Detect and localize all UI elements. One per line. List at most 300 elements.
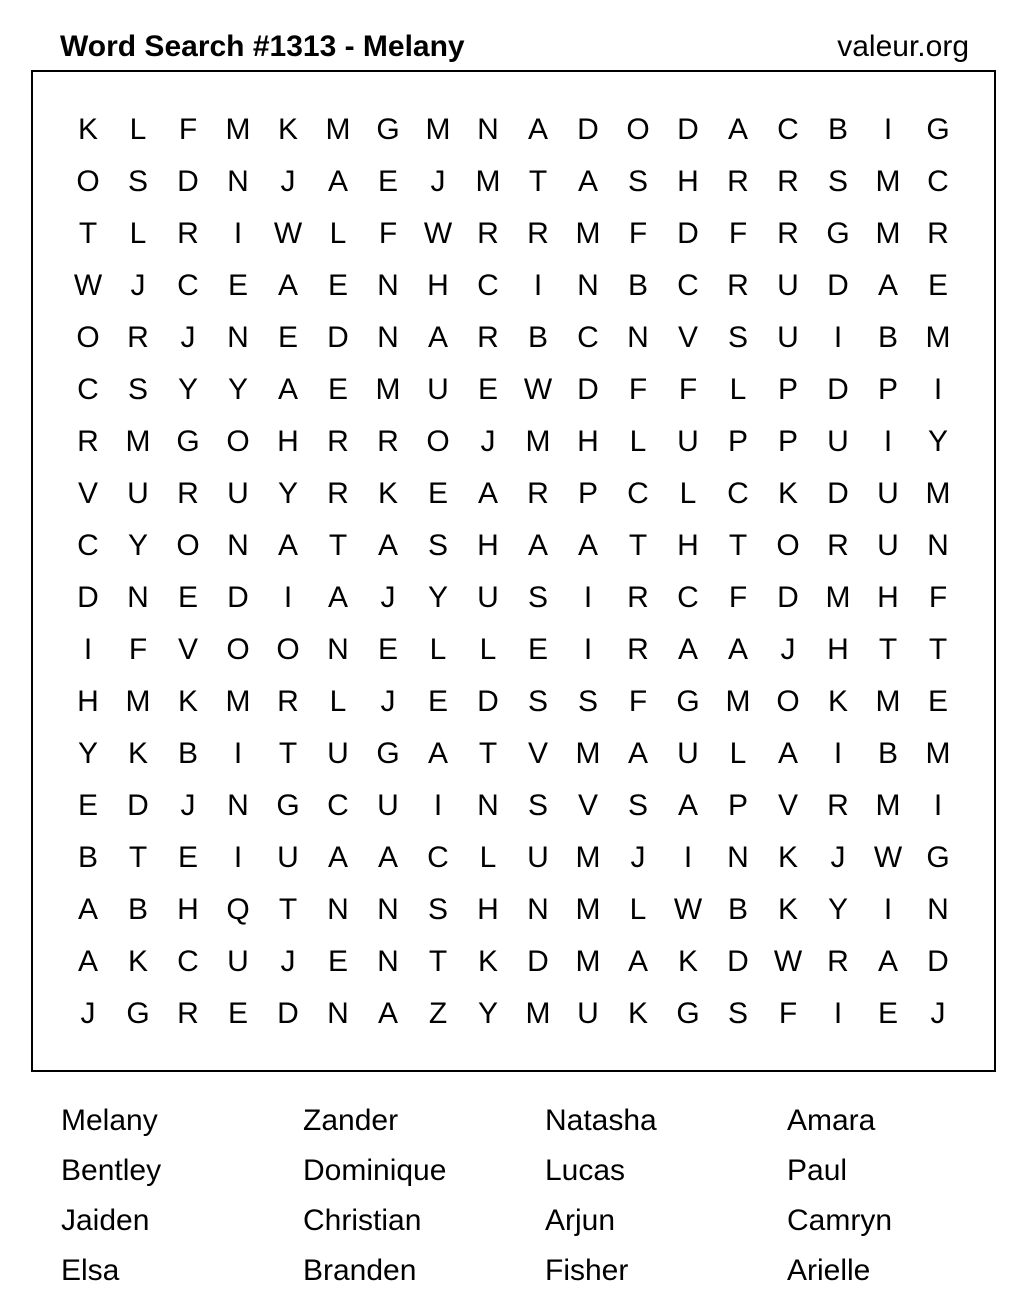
- grid-cell[interactable]: I: [233, 841, 243, 874]
- grid-cell[interactable]: E: [477, 373, 498, 406]
- grid-cell[interactable]: F: [378, 217, 398, 250]
- grid-cell[interactable]: G: [676, 685, 700, 718]
- grid-cell[interactable]: A: [727, 113, 748, 146]
- grid-cell[interactable]: G: [276, 789, 300, 822]
- grid-cell[interactable]: R: [627, 633, 649, 666]
- grid-cell[interactable]: I: [883, 113, 893, 146]
- grid-cell[interactable]: U: [427, 373, 449, 406]
- grid-cell[interactable]: U: [877, 529, 899, 562]
- grid-cell[interactable]: E: [277, 321, 298, 354]
- grid-cell[interactable]: I: [883, 893, 893, 926]
- grid-cell[interactable]: W: [673, 893, 703, 926]
- grid-cell[interactable]: R: [827, 945, 849, 978]
- grid-cell[interactable]: S: [527, 581, 548, 614]
- grid-cell[interactable]: H: [177, 893, 199, 926]
- grid-cell[interactable]: C: [677, 581, 699, 614]
- grid-cell[interactable]: U: [477, 581, 499, 614]
- grid-cell[interactable]: G: [376, 113, 400, 146]
- grid-cell[interactable]: B: [727, 893, 748, 926]
- grid-cell[interactable]: N: [377, 269, 399, 302]
- grid-cell[interactable]: R: [277, 685, 299, 718]
- grid-cell[interactable]: R: [627, 581, 649, 614]
- grid-cell[interactable]: I: [883, 425, 893, 458]
- grid-cell[interactable]: C: [77, 373, 99, 406]
- grid-cell[interactable]: B: [877, 737, 898, 770]
- grid-cell[interactable]: R: [77, 425, 99, 458]
- grid-cell[interactable]: L: [129, 113, 147, 146]
- grid-cell[interactable]: C: [727, 477, 749, 510]
- grid-cell[interactable]: I: [83, 633, 93, 666]
- grid-cell[interactable]: B: [127, 893, 148, 926]
- grid-cell[interactable]: A: [877, 945, 898, 978]
- grid-cell[interactable]: M: [525, 425, 551, 458]
- grid-cell[interactable]: L: [629, 893, 647, 926]
- grid-cell[interactable]: N: [227, 529, 249, 562]
- grid-cell[interactable]: N: [227, 321, 249, 354]
- grid-cell[interactable]: U: [127, 477, 149, 510]
- grid-cell[interactable]: R: [477, 217, 499, 250]
- grid-cell[interactable]: H: [877, 581, 899, 614]
- grid-cell[interactable]: N: [127, 581, 149, 614]
- grid-cell[interactable]: C: [777, 113, 799, 146]
- grid-cell[interactable]: Y: [277, 477, 298, 510]
- grid-cell[interactable]: M: [575, 737, 601, 770]
- grid-cell[interactable]: R: [777, 165, 799, 198]
- grid-cell[interactable]: R: [377, 425, 399, 458]
- grid-cell[interactable]: T: [878, 633, 898, 666]
- grid-cell[interactable]: P: [577, 477, 598, 510]
- grid-cell[interactable]: H: [477, 529, 499, 562]
- grid-cell[interactable]: D: [277, 997, 299, 1030]
- grid-cell[interactable]: U: [227, 477, 249, 510]
- grid-cell[interactable]: D: [777, 581, 799, 614]
- grid-cell[interactable]: U: [277, 841, 299, 874]
- grid-cell[interactable]: D: [927, 945, 949, 978]
- grid-cell[interactable]: N: [377, 321, 399, 354]
- grid-cell[interactable]: V: [77, 477, 98, 510]
- grid-cell[interactable]: K: [627, 997, 648, 1030]
- grid-cell[interactable]: E: [227, 997, 248, 1030]
- grid-cell[interactable]: A: [527, 113, 548, 146]
- grid-cell[interactable]: N: [927, 529, 949, 562]
- grid-cell[interactable]: P: [777, 425, 798, 458]
- grid-cell[interactable]: K: [77, 113, 98, 146]
- grid-cell[interactable]: G: [926, 841, 950, 874]
- grid-cell[interactable]: H: [427, 269, 449, 302]
- grid-cell[interactable]: U: [827, 425, 849, 458]
- grid-cell[interactable]: D: [827, 373, 849, 406]
- grid-cell[interactable]: U: [777, 269, 799, 302]
- grid-cell[interactable]: B: [77, 841, 98, 874]
- grid-cell[interactable]: V: [777, 789, 798, 822]
- grid-cell[interactable]: R: [177, 477, 199, 510]
- grid-cell[interactable]: H: [577, 425, 599, 458]
- grid-cell[interactable]: C: [577, 321, 599, 354]
- grid-cell[interactable]: S: [427, 893, 448, 926]
- grid-cell[interactable]: J: [280, 165, 296, 198]
- grid-cell[interactable]: E: [77, 789, 98, 822]
- grid-cell[interactable]: G: [926, 113, 950, 146]
- grid-cell[interactable]: S: [427, 529, 448, 562]
- grid-cell[interactable]: L: [329, 685, 347, 718]
- grid-cell[interactable]: R: [827, 529, 849, 562]
- grid-cell[interactable]: T: [928, 633, 948, 666]
- grid-cell[interactable]: T: [628, 529, 648, 562]
- grid-cell[interactable]: Y: [127, 529, 148, 562]
- grid-cell[interactable]: N: [577, 269, 599, 302]
- grid-cell[interactable]: L: [729, 737, 747, 770]
- grid-cell[interactable]: O: [626, 113, 650, 146]
- grid-cell[interactable]: S: [727, 997, 748, 1030]
- grid-cell[interactable]: M: [325, 113, 351, 146]
- grid-cell[interactable]: I: [833, 321, 843, 354]
- grid-cell[interactable]: V: [577, 789, 598, 822]
- grid-cell[interactable]: Y: [77, 737, 98, 770]
- grid-cell[interactable]: T: [428, 945, 448, 978]
- grid-cell[interactable]: E: [377, 165, 398, 198]
- grid-cell[interactable]: J: [180, 321, 196, 354]
- grid-cell[interactable]: D: [477, 685, 499, 718]
- grid-cell[interactable]: L: [629, 425, 647, 458]
- grid-cell[interactable]: B: [827, 113, 848, 146]
- grid-cell[interactable]: M: [825, 581, 851, 614]
- grid-cell[interactable]: A: [577, 529, 598, 562]
- grid-cell[interactable]: O: [426, 425, 450, 458]
- grid-cell[interactable]: O: [176, 529, 200, 562]
- grid-cell[interactable]: T: [328, 529, 348, 562]
- grid-cell[interactable]: T: [128, 841, 148, 874]
- grid-cell[interactable]: B: [527, 321, 548, 354]
- grid-cell[interactable]: A: [327, 165, 348, 198]
- grid-cell[interactable]: M: [925, 477, 951, 510]
- grid-cell[interactable]: H: [477, 893, 499, 926]
- grid-cell[interactable]: N: [477, 113, 499, 146]
- grid-cell[interactable]: S: [577, 685, 598, 718]
- grid-cell[interactable]: A: [477, 477, 498, 510]
- grid-cell[interactable]: R: [177, 997, 199, 1030]
- grid-cell[interactable]: I: [433, 789, 443, 822]
- grid-cell[interactable]: S: [527, 685, 548, 718]
- grid-cell[interactable]: R: [777, 217, 799, 250]
- grid-cell[interactable]: O: [226, 425, 250, 458]
- grid-cell[interactable]: A: [277, 269, 298, 302]
- grid-cell[interactable]: A: [877, 269, 898, 302]
- grid-cell[interactable]: E: [527, 633, 548, 666]
- grid-cell[interactable]: L: [479, 633, 497, 666]
- grid-cell[interactable]: R: [127, 321, 149, 354]
- grid-cell[interactable]: M: [575, 841, 601, 874]
- grid-cell[interactable]: W: [523, 373, 553, 406]
- grid-cell[interactable]: E: [927, 685, 948, 718]
- grid-cell[interactable]: D: [677, 113, 699, 146]
- grid-cell[interactable]: E: [177, 841, 198, 874]
- grid-cell[interactable]: C: [627, 477, 649, 510]
- grid-cell[interactable]: C: [677, 269, 699, 302]
- grid-cell[interactable]: O: [76, 165, 100, 198]
- grid-cell[interactable]: B: [627, 269, 648, 302]
- grid-cell[interactable]: E: [327, 373, 348, 406]
- grid-cell[interactable]: F: [628, 685, 648, 718]
- grid-cell[interactable]: B: [877, 321, 898, 354]
- grid-cell[interactable]: I: [233, 217, 243, 250]
- grid-cell[interactable]: L: [679, 477, 697, 510]
- grid-cell[interactable]: G: [376, 737, 400, 770]
- grid-cell[interactable]: M: [475, 165, 501, 198]
- grid-cell[interactable]: N: [927, 893, 949, 926]
- grid-cell[interactable]: J: [380, 685, 396, 718]
- grid-cell[interactable]: D: [527, 945, 549, 978]
- grid-cell[interactable]: I: [683, 841, 693, 874]
- grid-cell[interactable]: S: [127, 165, 148, 198]
- grid-cell[interactable]: H: [827, 633, 849, 666]
- grid-cell[interactable]: L: [429, 633, 447, 666]
- grid-cell[interactable]: H: [277, 425, 299, 458]
- grid-cell[interactable]: A: [727, 633, 748, 666]
- grid-cell[interactable]: A: [277, 529, 298, 562]
- grid-cell[interactable]: J: [80, 997, 96, 1030]
- grid-cell[interactable]: R: [527, 217, 549, 250]
- grid-cell[interactable]: C: [327, 789, 349, 822]
- grid-cell[interactable]: M: [125, 685, 151, 718]
- grid-cell[interactable]: N: [377, 945, 399, 978]
- grid-cell[interactable]: C: [477, 269, 499, 302]
- grid-cell[interactable]: A: [77, 893, 98, 926]
- grid-cell[interactable]: J: [630, 841, 646, 874]
- grid-cell[interactable]: L: [479, 841, 497, 874]
- grid-cell[interactable]: Y: [827, 893, 848, 926]
- grid-cell[interactable]: J: [780, 633, 796, 666]
- grid-cell[interactable]: A: [427, 321, 448, 354]
- grid-cell[interactable]: A: [77, 945, 98, 978]
- grid-cell[interactable]: A: [577, 165, 598, 198]
- grid-cell[interactable]: N: [727, 841, 749, 874]
- grid-cell[interactable]: K: [827, 685, 848, 718]
- grid-cell[interactable]: N: [227, 789, 249, 822]
- grid-cell[interactable]: Y: [477, 997, 498, 1030]
- grid-cell[interactable]: F: [728, 581, 748, 614]
- grid-cell[interactable]: O: [776, 685, 800, 718]
- grid-cell[interactable]: E: [877, 997, 898, 1030]
- grid-cell[interactable]: D: [327, 321, 349, 354]
- grid-cell[interactable]: K: [777, 893, 798, 926]
- grid-cell[interactable]: K: [127, 945, 148, 978]
- grid-cell[interactable]: I: [533, 269, 543, 302]
- grid-cell[interactable]: M: [125, 425, 151, 458]
- grid-cell[interactable]: D: [227, 581, 249, 614]
- grid-cell[interactable]: L: [129, 217, 147, 250]
- grid-cell[interactable]: N: [377, 893, 399, 926]
- grid-cell[interactable]: Y: [427, 581, 448, 614]
- grid-cell[interactable]: J: [280, 945, 296, 978]
- grid-cell[interactable]: U: [377, 789, 399, 822]
- grid-cell[interactable]: U: [577, 997, 599, 1030]
- grid-cell[interactable]: J: [480, 425, 496, 458]
- grid-cell[interactable]: G: [676, 997, 700, 1030]
- grid-cell[interactable]: P: [877, 373, 898, 406]
- grid-cell[interactable]: T: [278, 893, 298, 926]
- grid-cell[interactable]: T: [78, 217, 98, 250]
- grid-cell[interactable]: M: [875, 165, 901, 198]
- grid-cell[interactable]: N: [327, 997, 349, 1030]
- grid-cell[interactable]: D: [127, 789, 149, 822]
- grid-cell[interactable]: S: [627, 165, 648, 198]
- grid-cell[interactable]: M: [575, 945, 601, 978]
- grid-cell[interactable]: G: [176, 425, 200, 458]
- grid-cell[interactable]: O: [226, 633, 250, 666]
- grid-cell[interactable]: N: [477, 789, 499, 822]
- grid-cell[interactable]: A: [677, 789, 698, 822]
- grid-cell[interactable]: S: [627, 789, 648, 822]
- grid-cell[interactable]: R: [177, 217, 199, 250]
- grid-cell[interactable]: E: [427, 685, 448, 718]
- grid-cell[interactable]: S: [127, 373, 148, 406]
- grid-cell[interactable]: S: [727, 321, 748, 354]
- grid-cell[interactable]: M: [225, 113, 251, 146]
- grid-cell[interactable]: F: [628, 373, 648, 406]
- grid-cell[interactable]: E: [177, 581, 198, 614]
- grid-cell[interactable]: B: [177, 737, 198, 770]
- grid-cell[interactable]: U: [227, 945, 249, 978]
- grid-cell[interactable]: C: [177, 945, 199, 978]
- grid-cell[interactable]: E: [927, 269, 948, 302]
- grid-cell[interactable]: R: [727, 269, 749, 302]
- grid-cell[interactable]: N: [227, 165, 249, 198]
- grid-cell[interactable]: J: [430, 165, 446, 198]
- grid-cell[interactable]: P: [777, 373, 798, 406]
- grid-cell[interactable]: A: [377, 529, 398, 562]
- grid-cell[interactable]: N: [327, 633, 349, 666]
- grid-cell[interactable]: A: [527, 529, 548, 562]
- grid-cell[interactable]: Q: [226, 893, 250, 926]
- grid-cell[interactable]: F: [728, 217, 748, 250]
- grid-cell[interactable]: J: [130, 269, 146, 302]
- grid-cell[interactable]: I: [583, 581, 593, 614]
- grid-cell[interactable]: J: [830, 841, 846, 874]
- grid-cell[interactable]: W: [273, 217, 303, 250]
- grid-cell[interactable]: R: [927, 217, 949, 250]
- grid-cell[interactable]: M: [725, 685, 751, 718]
- grid-cell[interactable]: R: [527, 477, 549, 510]
- grid-cell[interactable]: R: [727, 165, 749, 198]
- grid-cell[interactable]: W: [73, 269, 103, 302]
- grid-cell[interactable]: A: [427, 737, 448, 770]
- grid-cell[interactable]: I: [833, 997, 843, 1030]
- grid-cell[interactable]: H: [77, 685, 99, 718]
- grid-cell[interactable]: R: [327, 477, 349, 510]
- grid-cell[interactable]: W: [423, 217, 453, 250]
- grid-cell[interactable]: U: [777, 321, 799, 354]
- grid-cell[interactable]: K: [477, 945, 498, 978]
- grid-cell[interactable]: L: [729, 373, 747, 406]
- grid-cell[interactable]: M: [525, 997, 551, 1030]
- grid-cell[interactable]: K: [677, 945, 698, 978]
- grid-cell[interactable]: P: [727, 789, 748, 822]
- grid-cell[interactable]: D: [577, 373, 599, 406]
- grid-cell[interactable]: Z: [428, 997, 448, 1030]
- grid-cell[interactable]: D: [827, 269, 849, 302]
- grid-cell[interactable]: D: [827, 477, 849, 510]
- grid-cell[interactable]: A: [327, 581, 348, 614]
- grid-cell[interactable]: M: [425, 113, 451, 146]
- grid-cell[interactable]: T: [528, 165, 548, 198]
- grid-cell[interactable]: M: [575, 893, 601, 926]
- grid-cell[interactable]: D: [177, 165, 199, 198]
- grid-cell[interactable]: I: [583, 633, 593, 666]
- grid-cell[interactable]: I: [833, 737, 843, 770]
- grid-cell[interactable]: C: [177, 269, 199, 302]
- grid-cell[interactable]: G: [126, 997, 150, 1030]
- grid-cell[interactable]: M: [925, 737, 951, 770]
- grid-cell[interactable]: E: [377, 633, 398, 666]
- grid-cell[interactable]: F: [178, 113, 198, 146]
- grid-cell[interactable]: L: [329, 217, 347, 250]
- grid-cell[interactable]: O: [76, 321, 100, 354]
- grid-cell[interactable]: A: [677, 633, 698, 666]
- grid-cell[interactable]: U: [877, 477, 899, 510]
- grid-cell[interactable]: R: [327, 425, 349, 458]
- grid-cell[interactable]: P: [727, 425, 748, 458]
- grid-cell[interactable]: U: [327, 737, 349, 770]
- grid-cell[interactable]: U: [677, 425, 699, 458]
- grid-cell[interactable]: D: [577, 113, 599, 146]
- grid-cell[interactable]: K: [277, 113, 298, 146]
- grid-cell[interactable]: A: [377, 997, 398, 1030]
- grid-cell[interactable]: K: [377, 477, 398, 510]
- grid-cell[interactable]: R: [477, 321, 499, 354]
- grid-cell[interactable]: E: [427, 477, 448, 510]
- grid-cell[interactable]: F: [128, 633, 148, 666]
- grid-cell[interactable]: G: [826, 217, 850, 250]
- grid-cell[interactable]: H: [677, 529, 699, 562]
- grid-cell[interactable]: U: [527, 841, 549, 874]
- grid-cell[interactable]: A: [627, 737, 648, 770]
- grid-cell[interactable]: J: [180, 789, 196, 822]
- grid-cell[interactable]: T: [278, 737, 298, 770]
- grid-cell[interactable]: O: [776, 529, 800, 562]
- grid-cell[interactable]: K: [777, 841, 798, 874]
- grid-cell[interactable]: A: [377, 841, 398, 874]
- grid-cell[interactable]: C: [427, 841, 449, 874]
- grid-cell[interactable]: E: [327, 945, 348, 978]
- grid-cell[interactable]: R: [827, 789, 849, 822]
- grid-cell[interactable]: K: [777, 477, 798, 510]
- grid-cell[interactable]: M: [225, 685, 251, 718]
- grid-cell[interactable]: I: [283, 581, 293, 614]
- grid-cell[interactable]: N: [527, 893, 549, 926]
- grid-cell[interactable]: F: [928, 581, 948, 614]
- grid-cell[interactable]: M: [875, 789, 901, 822]
- grid-cell[interactable]: D: [77, 581, 99, 614]
- grid-cell[interactable]: D: [677, 217, 699, 250]
- grid-cell[interactable]: M: [875, 685, 901, 718]
- grid-cell[interactable]: A: [277, 373, 298, 406]
- grid-cell[interactable]: T: [728, 529, 748, 562]
- grid-cell[interactable]: E: [327, 269, 348, 302]
- grid-cell[interactable]: C: [77, 529, 99, 562]
- grid-cell[interactable]: V: [177, 633, 198, 666]
- grid-cell[interactable]: F: [778, 997, 798, 1030]
- grid-cell[interactable]: A: [327, 841, 348, 874]
- grid-cell[interactable]: I: [233, 737, 243, 770]
- grid-cell[interactable]: H: [677, 165, 699, 198]
- grid-cell[interactable]: S: [527, 789, 548, 822]
- grid-cell[interactable]: N: [627, 321, 649, 354]
- grid-cell[interactable]: Y: [177, 373, 198, 406]
- grid-cell[interactable]: E: [227, 269, 248, 302]
- grid-cell[interactable]: J: [380, 581, 396, 614]
- grid-cell[interactable]: O: [276, 633, 300, 666]
- grid-cell[interactable]: W: [773, 945, 803, 978]
